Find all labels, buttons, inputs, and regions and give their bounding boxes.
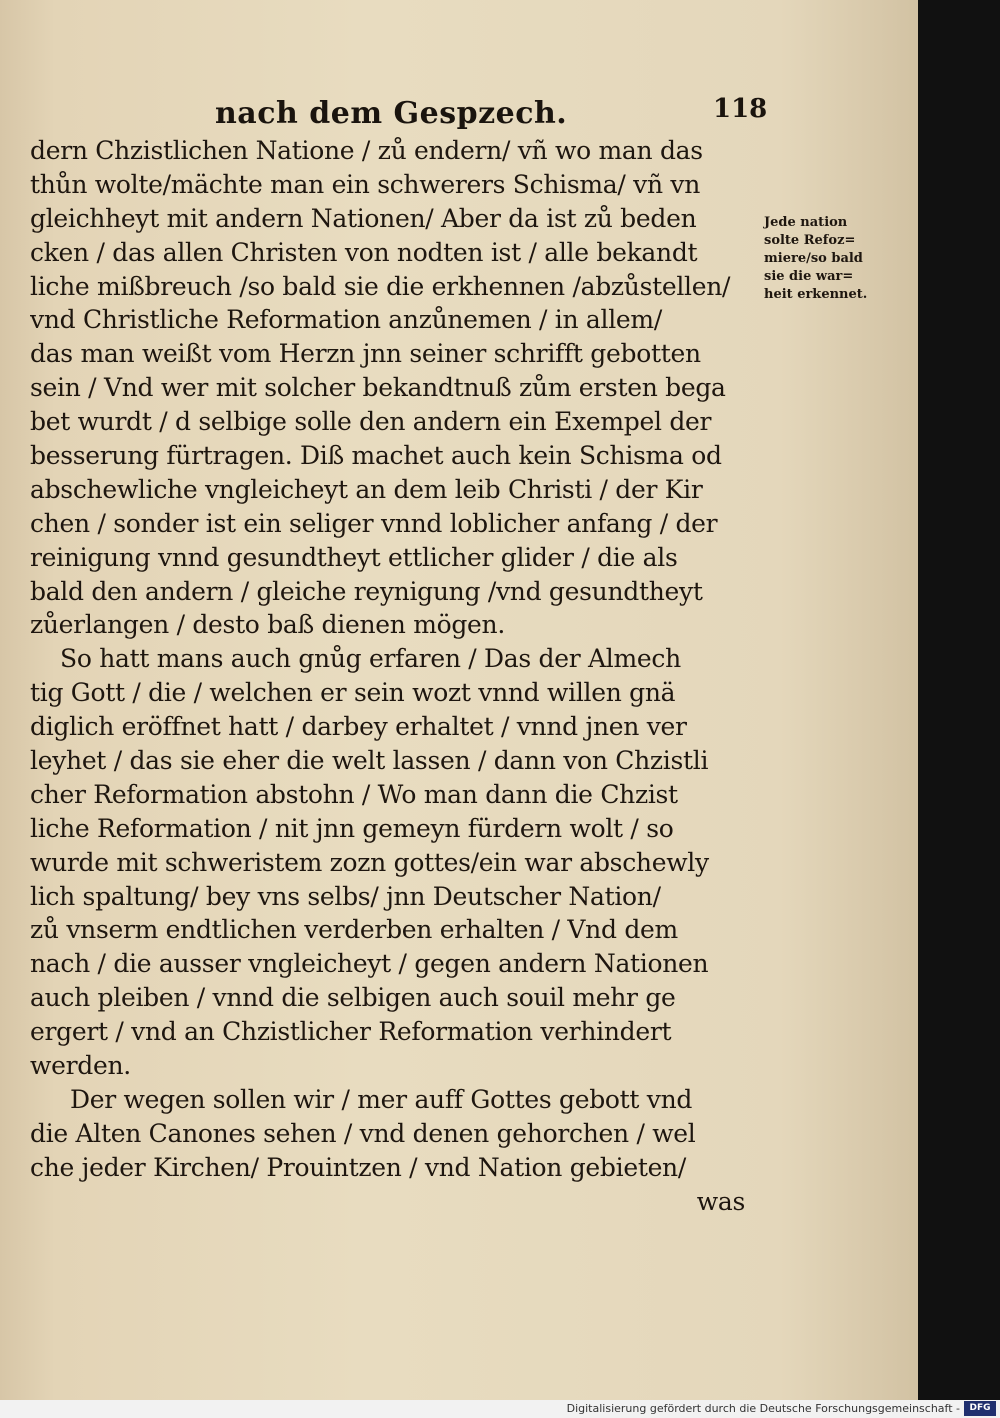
text-line: cher Reformation abstohn / Wo man dann die Chzist — [30, 779, 678, 809]
text-line: sein / Vnd wer mit solcher bekandtnuß zům ersten bega — [30, 373, 726, 403]
text-line: besserung fürtragen. Diß machet auch kein Schisma od — [30, 441, 722, 471]
text-line: das man weißt vom Herzn jnn seiner schrifft gebotten — [30, 339, 701, 369]
catchword: was — [696, 1186, 745, 1216]
text-line: zů vnserm endtlichen verderben erhalten / Vnd dem — [30, 915, 678, 945]
margin-note-line: Jede nation — [764, 215, 848, 230]
text-line: leyhet / das sie eher die welt lassen / dann von Chzistli — [30, 746, 709, 776]
text-line: liche mißbreuch /so bald sie die erkhennen /abzůstellen/ — [30, 271, 731, 301]
text-line: dern Chzistlichen Natione / zů endern/ vñ wo man das — [30, 136, 703, 165]
text-line: Der wegen sollen wir / mer auff Gottes gebott vnd — [70, 1084, 693, 1114]
margin-note-line: sie die war= — [764, 269, 854, 284]
margin-note — [764, 214, 914, 304]
funding-credit: Digitalisierung gefördert durch die Deutsche Forschungsgemeinschaft - — [566, 1402, 960, 1415]
text-line: gleichheyt mit andern Nationen/ Aber da ist zů beden — [30, 203, 697, 233]
text-line: lich spaltung/ bey vns selbs/ jnn Deutscher Nation/ — [30, 881, 661, 911]
text-line: zůerlangen / desto baß dienen mögen. — [30, 610, 506, 640]
text-line: che jeder Kirchen/ Prouintzen / vnd Nation gebieten/ — [30, 1152, 686, 1182]
margin-note-line: solte Refoz= — [764, 233, 856, 248]
text-line: reinigung vnnd gesundtheyt ettlicher glider / die als — [30, 542, 678, 572]
page-number: 118 — [713, 94, 768, 124]
margin-note-line: miere/so bald — [764, 251, 863, 266]
text-line: abschewliche vngleicheyt an dem leib Christi / der Kir — [30, 474, 703, 504]
text-line: diglich eröffnet hatt / darbey erhaltet / vnnd jnen ver — [30, 712, 687, 742]
text-line: wurde mit schweristem zozn gottes/ein war abschewly — [30, 847, 709, 877]
footer-bar — [0, 1400, 1000, 1418]
text-line: ergert / vnd an Chzistlicher Reformation verhindert — [30, 1017, 672, 1047]
text-line: die Alten Canones sehen / vnd denen gehorchen / wel — [30, 1118, 696, 1148]
running-header: nach dem Gespzech. — [215, 96, 568, 131]
margin-note-line: heit erkennet. — [764, 287, 868, 302]
text-line: vnd Christliche Reformation anzůnemen / in allem/ — [30, 305, 662, 335]
body-text — [30, 134, 755, 1219]
text-line: auch pleiben / vnnd die selbigen auch souil mehr ge — [30, 983, 676, 1013]
text-line: cken / das allen Christen von nodten ist / alle bekandt — [30, 237, 698, 267]
dfg-logo: DFG — [964, 1401, 996, 1416]
text-line: nach / die ausser vngleicheyt / gegen andern Nationen — [30, 949, 709, 979]
text-line: bald den andern / gleiche reynigung /vnd gesundtheyt — [30, 576, 703, 606]
text-line: werden. — [30, 1051, 131, 1081]
text-line: thůn wolte/mächte man ein schwerers Schisma/ vñ vn — [30, 169, 701, 199]
text-line: liche Reformation / nit jnn gemeyn fürdern wolt / so — [30, 813, 674, 843]
text-line: tig Gott / die / welchen er sein wozt vnnd willen gnä — [30, 678, 676, 708]
text-line: chen / sonder ist ein seliger vnnd loblicher anfang / der — [30, 508, 718, 538]
scan-background — [918, 0, 1000, 1400]
text-line: bet wurdt / d selbige solle den andern ein Exempel der — [30, 407, 712, 437]
text-line: So hatt mans auch gnůg erfaren / Das der Almech — [60, 644, 681, 674]
